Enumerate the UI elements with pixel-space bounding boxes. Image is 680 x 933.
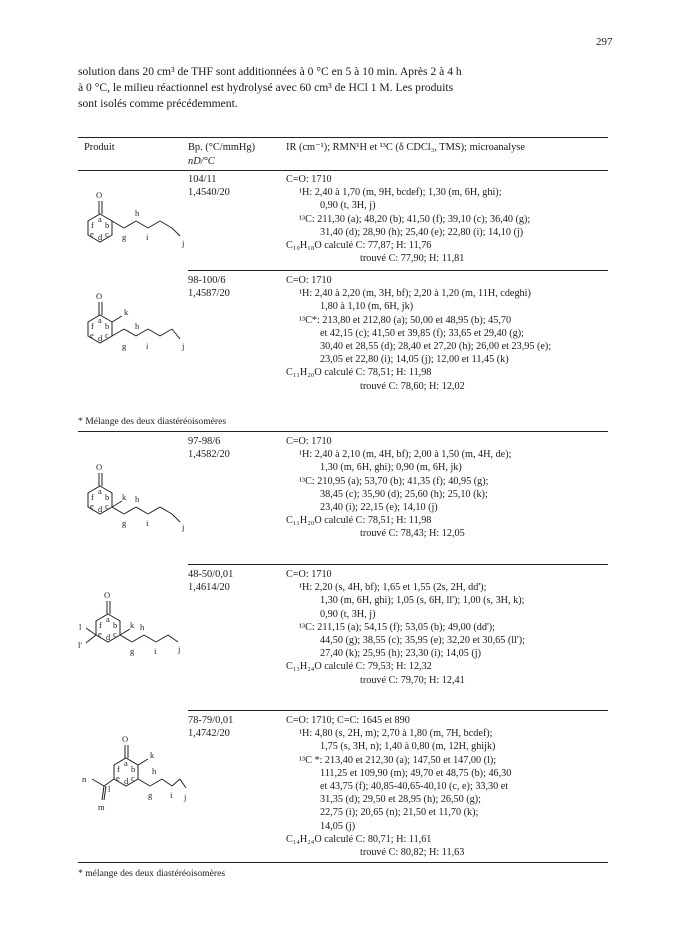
row4-bp [188, 568, 276, 594]
cyclohexanone-structure-1 [78, 186, 188, 270]
row-rule [78, 431, 608, 432]
refractive-index: 1,4540/20 [188, 187, 230, 199]
spectra-line: ¹H: 2,40 à 2,20 (m, 3H, bf); 2,20 à 1,20 (m, 11H, cdeghi) [299, 288, 531, 300]
structure-4 [78, 586, 188, 675]
spectra-line: 44,50 (g); 38,55 (c); 35,95 (e); 32,20 et 30,65 (ll'); [320, 635, 525, 647]
atom-label: b [113, 620, 118, 630]
row3-spectra [286, 435, 606, 541]
spectra-line: 23,40 (i); 22,15 (e); 14,10 (j) [320, 502, 438, 514]
atom-label: j [182, 522, 185, 532]
spectra-line: C₁₃H₂₄O calculé C: 79,53; H: 12,32 [286, 661, 432, 673]
spectra-line: 38,45 (c); 35,90 (d); 25,60 (h); 25,10 (k); [320, 488, 488, 500]
row-rule [188, 564, 608, 565]
structure-5 [78, 730, 190, 835]
spectra-line: ¹H: 2,40 à 2,10 (m, 4H, bf); 2,00 à 1,50 (m, 4H, de); [299, 449, 512, 461]
refractive-index: 1,4614/20 [188, 582, 230, 594]
spectra-line: trouvé C: 80,82; H: 11,63 [360, 847, 465, 859]
atom-label: i [170, 790, 173, 800]
atom-label: c [105, 330, 109, 340]
atom-label: c [113, 629, 117, 639]
refractive-index: 1,4582/20 [188, 449, 230, 461]
atom-label: h [135, 321, 140, 331]
atom-label: a [106, 614, 110, 624]
row3-bp [188, 435, 276, 461]
atom-label: b [105, 492, 110, 502]
atom-label: m [98, 802, 105, 812]
atom-label: O [96, 291, 103, 301]
row5-bp [188, 714, 276, 740]
refractive-index: 1,4742/20 [188, 728, 230, 740]
atom-label: i [146, 232, 149, 242]
cyclohexanone-structure-2 [78, 287, 188, 371]
table-bottom-rule [78, 862, 608, 863]
atom-label: l' [78, 640, 82, 650]
spectra-line: 1,30 (m, 6H, ghi); 1,05 (s, 6H, ll'); 1,00 (s, 3H, k); [320, 595, 525, 607]
structure-3 [78, 458, 188, 547]
atom-label: e [116, 773, 120, 783]
atom-label: i [154, 646, 157, 656]
spectra-line: ¹H: 4,80 (s, 2H, m); 2,70 à 1,80 (m, 7H, bcdef); [299, 728, 493, 740]
spectra-line: ¹³C: 210,95 (a); 53,70 (b); 41,35 (f); 40,95 (g); [299, 475, 489, 487]
atom-label: k [124, 307, 129, 317]
header-produit: Produit [84, 142, 115, 153]
spectra-line: ¹³C*: 213,80 et 212,80 (a); 50,00 et 48,95 (b); 45,70 [299, 314, 512, 326]
atom-label: h [152, 766, 157, 776]
structure-2 [78, 287, 188, 376]
atom-label: e [90, 501, 94, 511]
spectra-line: C₁₀H₁₈O calculé C: 77,87; H: 11,76 [286, 240, 432, 252]
row-rule [188, 270, 608, 271]
footnote-diastereomers: * mélange des deux diastéréoisomères [78, 868, 226, 879]
atom-label: g [130, 646, 135, 656]
spectra-line: et 42,15 (c); 41,50 et 39,85 (f); 33,65 et 29,40 (g); [320, 327, 524, 339]
spectra-line: 30,40 et 28,55 (d); 28,40 et 27,20 (h); 26,00 et 23,95 (e); [320, 341, 552, 353]
spectra-line: ¹H: 2,20 (s, 4H, bf); 1,65 et 1,55 (2s, 2H, dd'); [299, 582, 487, 594]
atom-label: O [96, 462, 103, 472]
atom-label: f [117, 764, 120, 774]
spectra-line: ¹³C *: 213,40 et 212,30 (a); 147,50 et 147,00 (l); [299, 754, 497, 766]
spectra-line: 1,80 à 1,10 (m, 6H, jk) [320, 301, 414, 313]
cyclohexanone-structure-3 [78, 458, 188, 542]
cyclohexanone-structure-5 [78, 730, 190, 830]
atom-label: c [105, 229, 109, 239]
spectra-line: C₁₁H₂₀O calculé C: 78,51; H: 11,98 [286, 515, 432, 527]
spectra-line: 14,05 (j) [320, 820, 356, 832]
atom-label: l [108, 784, 111, 794]
boiling-point: 78-79/0,01 [188, 715, 234, 726]
intro-paragraph [78, 64, 598, 112]
intro-line: sont isolés comme précédemment. [78, 97, 238, 110]
atom-label: j [182, 341, 185, 351]
atom-label: c [105, 501, 109, 511]
atom-label: i [146, 518, 149, 528]
spectra-line: 23,05 et 22,80 (i); 14,05 (j); 12,00 et 11,45 (k) [320, 354, 509, 366]
spectra-line: C₁₁H₂₀O calculé C: 78,51; H: 11,98 [286, 367, 432, 379]
spectra-line: C=O: 1710 [286, 275, 332, 286]
boiling-point: 48-50/0,01 [188, 569, 234, 580]
atom-label: O [104, 590, 111, 600]
atom-label: a [98, 315, 102, 325]
structure-1 [78, 186, 188, 275]
cyclohexanone-structure-4 [78, 586, 188, 670]
atom-label: c [131, 773, 135, 783]
spectra-line: 22,75 (i); 20,65 (n); 21,50 et 11,70 (k); [320, 807, 479, 819]
spectra-line: 0,90 (t, 3H, j) [320, 608, 376, 620]
atom-label: d [124, 776, 129, 786]
atom-label: e [90, 229, 94, 239]
spectra-line: 31,40 (d); 28,90 (h); 25,40 (e); 22,80 (i); 14,10 (j) [320, 226, 524, 238]
spectra-line: 27,40 (k); 25,95 (h); 23,30 (i); 14,05 (j) [320, 648, 481, 660]
row1-spectra [286, 173, 606, 265]
spectra-line: C=O: 1710; C=C: 1645 et 890 [286, 715, 410, 726]
atom-label: f [91, 321, 94, 331]
header-spectra: IR (cm⁻¹); RMN¹H et ¹³C (δ CDCl₃, TMS); microanalyse [286, 142, 525, 153]
atom-label: b [131, 764, 136, 774]
atom-label: a [98, 486, 102, 496]
spectra-line: 31,35 (d); 29,50 et 28,95 (h); 26,50 (g); [320, 794, 481, 806]
atom-label: k [122, 492, 127, 502]
atom-label: b [105, 321, 110, 331]
page-number: 297 [596, 36, 613, 48]
atom-label: O [96, 190, 103, 200]
atom-label: k [150, 750, 155, 760]
atom-label: j [184, 792, 187, 802]
spectra-line: et 43,75 (f); 40,85-40,65-40,10 (c, e); 33,30 et [320, 781, 509, 793]
spectra-line: ¹H: 2,40 à 1,70 (m, 9H, bcdef); 1,30 (m, 6H, ghi); [299, 187, 502, 199]
boiling-point: 104/11 [188, 174, 217, 185]
atom-label: l [79, 622, 82, 632]
header-nd: nD/°C [188, 156, 215, 167]
atom-label: d [98, 504, 103, 514]
atom-label: d [98, 333, 103, 343]
atom-label: a [98, 214, 102, 224]
atom-label: d [106, 632, 111, 642]
spectra-line: C=O: 1710 [286, 569, 332, 580]
atom-label: f [91, 220, 94, 230]
row2-bp [188, 274, 276, 300]
spectra-line: ¹³C: 211,30 (a); 48,20 (b); 41,50 (f); 39,10 (c); 36,40 (g); [299, 213, 531, 225]
row2-spectra [286, 274, 606, 393]
atom-label: d [98, 232, 103, 242]
spectra-line: trouvé C: 79,70; H: 12,41 [360, 674, 465, 686]
spectra-line: 0,90 (t, 3H, j) [320, 200, 376, 212]
atom-label: h [135, 494, 140, 504]
spectra-line: trouvé C: 78,60; H: 12,02 [360, 380, 465, 392]
atom-label: e [98, 629, 102, 639]
atom-label: j [182, 238, 185, 248]
row-rule [188, 710, 608, 711]
atom-label: g [122, 232, 127, 242]
atom-label: f [91, 492, 94, 502]
spectra-line: trouvé C: 78,43; H: 12,05 [360, 528, 465, 540]
refractive-index: 1,4587/20 [188, 288, 230, 300]
atom-label: f [99, 620, 102, 630]
table-top-rule [78, 137, 608, 138]
spectra-line: 111,25 et 109,90 (m); 49,70 et 48,75 (b); 46,30 [320, 767, 512, 779]
boiling-point: 97-98/6 [188, 436, 221, 447]
spectra-line: C=O: 1710 [286, 174, 332, 185]
spectra-line: ¹³C: 211,15 (a); 54,15 (f); 53,05 (b); 49,00 (dd'); [299, 621, 496, 633]
atom-label: e [90, 330, 94, 340]
spectra-line: 1,30 (m, 6H, ghi); 0,90 (m, 6H, jk) [320, 462, 462, 474]
spectra-line: 1,75 (s, 3H, n); 1,40 à 0,80 (m, 12H, ghijk) [320, 741, 496, 753]
atom-label: h [140, 622, 145, 632]
atom-label: j [178, 644, 181, 654]
atom-label: g [148, 790, 153, 800]
row5-spectra [286, 714, 606, 859]
header-bp: Bp. (°C/mmHg) [188, 142, 256, 153]
row1-bp [188, 173, 276, 199]
atom-label: g [122, 341, 127, 351]
spectra-line: trouvé C: 77,90; H: 11,81 [360, 253, 465, 265]
atom-label: O [122, 734, 129, 744]
atom-label: h [135, 208, 140, 218]
spectra-line: C=O: 1710 [286, 436, 332, 447]
footnote-diastereomers: * Mélange des deux diastéréoisomères [78, 416, 227, 427]
atom-label: n [82, 774, 87, 784]
atom-label: k [130, 620, 135, 630]
intro-line: à 0 °C, le milieu réactionnel est hydrolysé avec 60 cm³ de HCl 1 M. Les produits [78, 81, 454, 94]
atom-label: b [105, 220, 110, 230]
atom-label: g [122, 518, 127, 528]
row4-spectra [286, 568, 606, 687]
header-rule [78, 170, 608, 171]
intro-line: solution dans 20 cm³ de THF sont additionnées à 0 °C en 5 à 10 min. Après 2 à 4 h [78, 65, 462, 78]
spectra-line: C₁₄H₂₄O calculé C: 80,71; H: 11,61 [286, 833, 432, 845]
atom-label: i [146, 341, 149, 351]
boiling-point: 98-100/6 [188, 275, 226, 286]
atom-label: a [124, 758, 128, 768]
